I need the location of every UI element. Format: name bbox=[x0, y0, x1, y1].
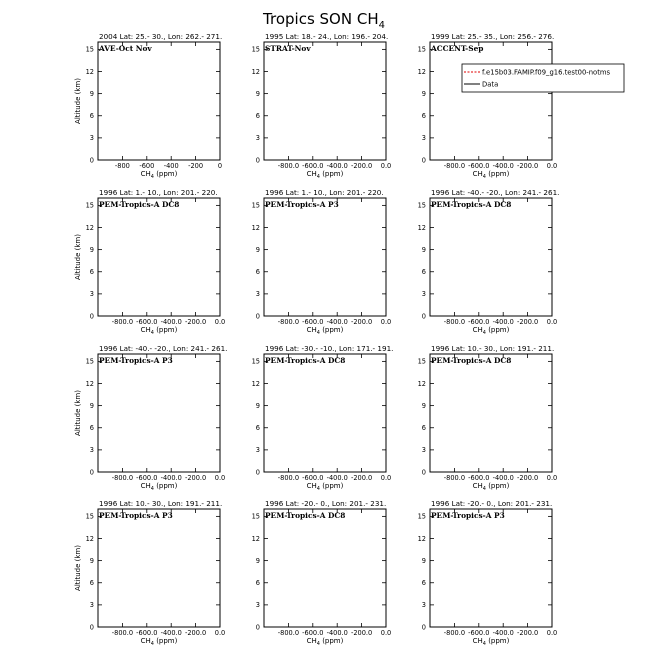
y-tick-label: 12 bbox=[85, 379, 94, 388]
x-tick-label: -200 bbox=[188, 162, 204, 170]
y-tick-label: 9 bbox=[89, 245, 94, 254]
y-tick-label: 9 bbox=[421, 556, 426, 565]
y-tick-label: 15 bbox=[417, 201, 426, 210]
y-tick-label: 9 bbox=[89, 401, 94, 410]
y-tick-label: 6 bbox=[89, 112, 94, 121]
y-tick-label: 0 bbox=[421, 468, 426, 477]
y-tick-label: 3 bbox=[89, 290, 94, 299]
y-tick-label: 0 bbox=[421, 623, 426, 632]
y-tick-label: 6 bbox=[421, 268, 426, 277]
x-tick-label: -800.0 bbox=[277, 629, 300, 637]
x-tick-label: -400.0 bbox=[492, 474, 514, 482]
y-tick-label: 3 bbox=[255, 290, 260, 299]
y-tick-label: 12 bbox=[417, 379, 426, 388]
panel-2 bbox=[252, 32, 392, 180]
x-tick-label: -400.0 bbox=[160, 629, 182, 637]
plot-frame bbox=[430, 198, 552, 316]
panel-header: 1996 Lat: 1.- 10., Lon: 201.- 220. bbox=[265, 188, 384, 197]
y-tick-label: 0 bbox=[255, 623, 260, 632]
legend-label-2: Data bbox=[482, 80, 499, 89]
y-tick-label: 12 bbox=[85, 534, 94, 543]
x-tick-label: -800.0 bbox=[443, 474, 466, 482]
y-tick-label: 15 bbox=[85, 357, 94, 366]
x-tick-label: -800.0 bbox=[277, 474, 300, 482]
panel-7 bbox=[74, 344, 227, 492]
y-tick-label: 3 bbox=[421, 134, 426, 143]
x-tick-label: 0.0 bbox=[546, 474, 558, 482]
legend-label-1: f.e15b03.FAMIP.f09_g16.test00-notms bbox=[482, 68, 611, 77]
y-tick-label: 0 bbox=[255, 312, 260, 321]
x-axis-label: $CH_4$ (ppm) bbox=[472, 326, 510, 336]
plot-frame bbox=[98, 198, 220, 316]
y-tick-label: 6 bbox=[255, 424, 260, 433]
x-axis-label: $CH_4$ (ppm) bbox=[306, 170, 344, 180]
x-tick-label: -400 bbox=[163, 162, 179, 170]
y-tick-label: 6 bbox=[89, 268, 94, 277]
x-tick-label: -400.0 bbox=[326, 629, 348, 637]
y-tick-label: 6 bbox=[421, 579, 426, 588]
y-tick-label: 0 bbox=[421, 156, 426, 165]
y-tick-label: 12 bbox=[251, 223, 260, 232]
x-tick-label: -600.0 bbox=[468, 474, 490, 482]
x-tick-label: -400.0 bbox=[160, 474, 182, 482]
y-tick-label: 6 bbox=[421, 112, 426, 121]
x-tick-label: -200.0 bbox=[350, 474, 373, 482]
campaign-label: PEM-Tropics-A DC8 bbox=[265, 356, 346, 365]
x-axis-label: $CH_4$ (ppm) bbox=[306, 637, 344, 647]
x-tick-label: -400.0 bbox=[326, 162, 348, 170]
y-tick-label: 15 bbox=[251, 201, 260, 210]
y-tick-label: 3 bbox=[255, 134, 260, 143]
y-tick-label: 12 bbox=[417, 223, 426, 232]
y-tick-label: 9 bbox=[89, 556, 94, 565]
y-tick-label: 15 bbox=[417, 512, 426, 521]
x-tick-label: -800 bbox=[114, 162, 130, 170]
y-tick-label: 0 bbox=[89, 468, 94, 477]
panel-header: 1996 Lat: -40.- -20., Lon: 241.- 261. bbox=[431, 188, 560, 197]
y-tick-label: 15 bbox=[417, 45, 426, 54]
x-tick-label: -200.0 bbox=[184, 318, 207, 326]
y-tick-label: 6 bbox=[421, 424, 426, 433]
plot-frame bbox=[264, 42, 386, 160]
x-axis-label: $CH_4$ (ppm) bbox=[472, 170, 510, 180]
y-tick-label: 9 bbox=[255, 556, 260, 565]
x-tick-label: -200.0 bbox=[516, 318, 539, 326]
panel-header: 1996 Lat: -40.- -20., Lon: 241.- 261. bbox=[99, 344, 228, 353]
y-tick-label: 9 bbox=[421, 245, 426, 254]
x-tick-label: 0.0 bbox=[546, 629, 558, 637]
y-tick-label: 6 bbox=[255, 112, 260, 121]
panel-12 bbox=[418, 499, 558, 647]
panel-header: 1999 Lat: 25.- 35., Lon: 256.- 276. bbox=[431, 32, 555, 41]
x-tick-label: -200.0 bbox=[184, 474, 207, 482]
y-tick-label: 15 bbox=[251, 45, 260, 54]
x-tick-label: 0.0 bbox=[546, 162, 558, 170]
x-tick-label: -600.0 bbox=[136, 474, 158, 482]
y-tick-label: 3 bbox=[255, 446, 260, 455]
panel-8 bbox=[252, 344, 394, 492]
x-tick-label: -600 bbox=[139, 162, 155, 170]
y-tick-label: 3 bbox=[89, 446, 94, 455]
panel-11 bbox=[252, 499, 392, 647]
x-tick-label: 0.0 bbox=[380, 629, 392, 637]
x-tick-label: 0.0 bbox=[380, 318, 392, 326]
plot-frame bbox=[98, 42, 220, 160]
x-tick-label: 0.0 bbox=[214, 318, 226, 326]
panel-header: 1996 Lat: -20.- 0., Lon: 201.- 231. bbox=[265, 499, 387, 508]
y-tick-label: 15 bbox=[85, 512, 94, 521]
x-tick-label: -600.0 bbox=[468, 162, 490, 170]
y-tick-label: 3 bbox=[421, 601, 426, 610]
x-tick-label: -200.0 bbox=[516, 162, 539, 170]
panel-3 bbox=[418, 32, 624, 180]
plot-frame bbox=[264, 354, 386, 472]
x-tick-label: -200.0 bbox=[350, 162, 373, 170]
campaign-label: PEM-Tropics-A P3 bbox=[99, 511, 173, 520]
x-tick-label: -600.0 bbox=[302, 474, 324, 482]
x-axis-label: $CH_4$ (ppm) bbox=[140, 326, 178, 336]
x-tick-label: -200.0 bbox=[350, 629, 373, 637]
plot-frame bbox=[430, 354, 552, 472]
x-tick-label: -400.0 bbox=[160, 318, 182, 326]
figure-title-main: Tropics SON CH bbox=[263, 10, 379, 28]
figure-title bbox=[262, 10, 385, 31]
panel-5 bbox=[252, 188, 392, 336]
y-tick-label: 3 bbox=[421, 290, 426, 299]
panel-header: 1996 Lat: 1.- 10., Lon: 201.- 220. bbox=[99, 188, 218, 197]
y-axis-label: Altitude (km) bbox=[74, 390, 82, 436]
x-axis-label: $CH_4$ (ppm) bbox=[140, 637, 178, 647]
y-tick-label: 6 bbox=[255, 579, 260, 588]
x-tick-label: 0 bbox=[217, 162, 223, 170]
panel-header: 1996 Lat: 10.- 30., Lon: 191.- 211. bbox=[431, 344, 555, 353]
y-axis-label: Altitude (km) bbox=[74, 234, 82, 280]
y-tick-label: 0 bbox=[255, 468, 260, 477]
figure-title-subscript: 4 bbox=[378, 20, 385, 31]
panel-header: 1996 Lat: -30.- -10., Lon: 171.- 191. bbox=[265, 344, 394, 353]
x-axis-label: $CH_4$ (ppm) bbox=[306, 482, 344, 492]
y-axis-label: Altitude (km) bbox=[74, 545, 82, 591]
x-tick-label: -600.0 bbox=[468, 629, 490, 637]
y-tick-label: 3 bbox=[421, 446, 426, 455]
x-tick-label: 0.0 bbox=[214, 474, 226, 482]
x-tick-label: -400.0 bbox=[492, 629, 514, 637]
y-tick-label: 9 bbox=[255, 401, 260, 410]
y-tick-label: 15 bbox=[85, 45, 94, 54]
y-tick-label: 6 bbox=[255, 268, 260, 277]
x-tick-label: -400.0 bbox=[492, 162, 514, 170]
x-tick-label: -400.0 bbox=[492, 318, 514, 326]
panel-6 bbox=[418, 188, 560, 336]
x-tick-label: -800.0 bbox=[111, 318, 134, 326]
campaign-label: PEM-Tropics-A DC8 bbox=[265, 511, 346, 520]
y-tick-label: 0 bbox=[255, 156, 260, 165]
campaign-label: STRAT-Nov bbox=[265, 44, 311, 53]
y-tick-label: 12 bbox=[251, 534, 260, 543]
y-tick-label: 9 bbox=[255, 245, 260, 254]
y-tick-label: 9 bbox=[421, 89, 426, 98]
x-tick-label: -400.0 bbox=[326, 318, 348, 326]
y-tick-label: 12 bbox=[417, 534, 426, 543]
x-axis-label: $CH_4$ (ppm) bbox=[472, 482, 510, 492]
y-tick-label: 15 bbox=[251, 512, 260, 521]
y-tick-label: 3 bbox=[89, 134, 94, 143]
x-axis-label: $CH_4$ (ppm) bbox=[140, 170, 178, 180]
x-tick-label: -200.0 bbox=[184, 629, 207, 637]
y-tick-label: 15 bbox=[417, 357, 426, 366]
x-tick-label: 0.0 bbox=[546, 318, 558, 326]
x-axis-label: $CH_4$ (ppm) bbox=[472, 637, 510, 647]
x-tick-label: -800.0 bbox=[111, 474, 134, 482]
x-tick-label: -600.0 bbox=[302, 318, 324, 326]
plot-frame bbox=[430, 42, 552, 160]
plot-frame bbox=[430, 509, 552, 627]
y-tick-label: 12 bbox=[251, 379, 260, 388]
panel-9 bbox=[418, 344, 558, 492]
y-tick-label: 12 bbox=[85, 223, 94, 232]
y-tick-label: 0 bbox=[421, 312, 426, 321]
campaign-label: PEM-Tropics-A DC8 bbox=[99, 200, 180, 209]
plot-frame bbox=[264, 198, 386, 316]
y-axis-label: Altitude (km) bbox=[74, 78, 82, 124]
x-tick-label: -800.0 bbox=[443, 629, 466, 637]
x-tick-label: -800.0 bbox=[277, 162, 300, 170]
x-tick-label: -600.0 bbox=[302, 162, 324, 170]
panel-10 bbox=[74, 499, 225, 647]
campaign-label: PEM-Tropics-A DC8 bbox=[431, 200, 512, 209]
x-tick-label: -200.0 bbox=[350, 318, 373, 326]
x-tick-label: -600.0 bbox=[136, 318, 158, 326]
y-tick-label: 15 bbox=[251, 357, 260, 366]
x-tick-label: -800.0 bbox=[443, 162, 466, 170]
legend bbox=[462, 64, 624, 92]
x-tick-label: -600.0 bbox=[468, 318, 490, 326]
y-tick-label: 6 bbox=[89, 424, 94, 433]
plot-frame bbox=[264, 509, 386, 627]
x-tick-label: -600.0 bbox=[136, 629, 158, 637]
y-tick-label: 0 bbox=[89, 623, 94, 632]
x-tick-label: -800.0 bbox=[277, 318, 300, 326]
plot-frame bbox=[98, 354, 220, 472]
campaign-label: PEM-Tropics-A P3 bbox=[99, 356, 173, 365]
campaign-label: AVE-Oct Nov bbox=[99, 44, 152, 53]
y-tick-label: 3 bbox=[89, 601, 94, 610]
y-tick-label: 3 bbox=[255, 601, 260, 610]
x-tick-label: 0.0 bbox=[380, 474, 392, 482]
y-tick-label: 0 bbox=[89, 312, 94, 321]
y-tick-label: 15 bbox=[85, 201, 94, 210]
y-tick-label: 12 bbox=[417, 67, 426, 76]
x-tick-label: 0.0 bbox=[214, 629, 226, 637]
y-tick-label: 9 bbox=[421, 401, 426, 410]
plot-frame bbox=[98, 509, 220, 627]
panel-header: 1996 Lat: 10.- 30., Lon: 191.- 211. bbox=[99, 499, 223, 508]
x-axis-label: $CH_4$ (ppm) bbox=[140, 482, 178, 492]
panel-4 bbox=[74, 188, 225, 336]
x-axis-label: $CH_4$ (ppm) bbox=[306, 326, 344, 336]
campaign-label: PEM-Tropics-A P3 bbox=[265, 200, 339, 209]
x-tick-label: -600.0 bbox=[302, 629, 324, 637]
y-tick-label: 12 bbox=[85, 67, 94, 76]
x-tick-label: -800.0 bbox=[443, 318, 466, 326]
y-tick-label: 6 bbox=[89, 579, 94, 588]
x-tick-label: -800.0 bbox=[111, 629, 134, 637]
y-tick-label: 9 bbox=[255, 89, 260, 98]
panel-header: 1995 Lat: 18.- 24., Lon: 196.- 204. bbox=[265, 32, 389, 41]
campaign-label: ACCENT-Sep bbox=[431, 44, 484, 53]
x-tick-label: -200.0 bbox=[516, 629, 539, 637]
y-tick-label: 12 bbox=[251, 67, 260, 76]
x-tick-label: -400.0 bbox=[326, 474, 348, 482]
x-tick-label: 0.0 bbox=[380, 162, 392, 170]
panel-header: 1996 Lat: -20.- 0., Lon: 201.- 231. bbox=[431, 499, 553, 508]
y-tick-label: 9 bbox=[89, 89, 94, 98]
panel-1 bbox=[74, 32, 222, 180]
campaign-label: PEM-Tropics-A P3 bbox=[431, 511, 505, 520]
panel-grid bbox=[74, 32, 624, 647]
campaign-label: PEM-Tropics-A DC8 bbox=[431, 356, 512, 365]
x-tick-label: -200.0 bbox=[516, 474, 539, 482]
y-tick-label: 0 bbox=[89, 156, 94, 165]
panel-header: 2004 Lat: 25.- 30., Lon: 262.- 271. bbox=[99, 32, 223, 41]
